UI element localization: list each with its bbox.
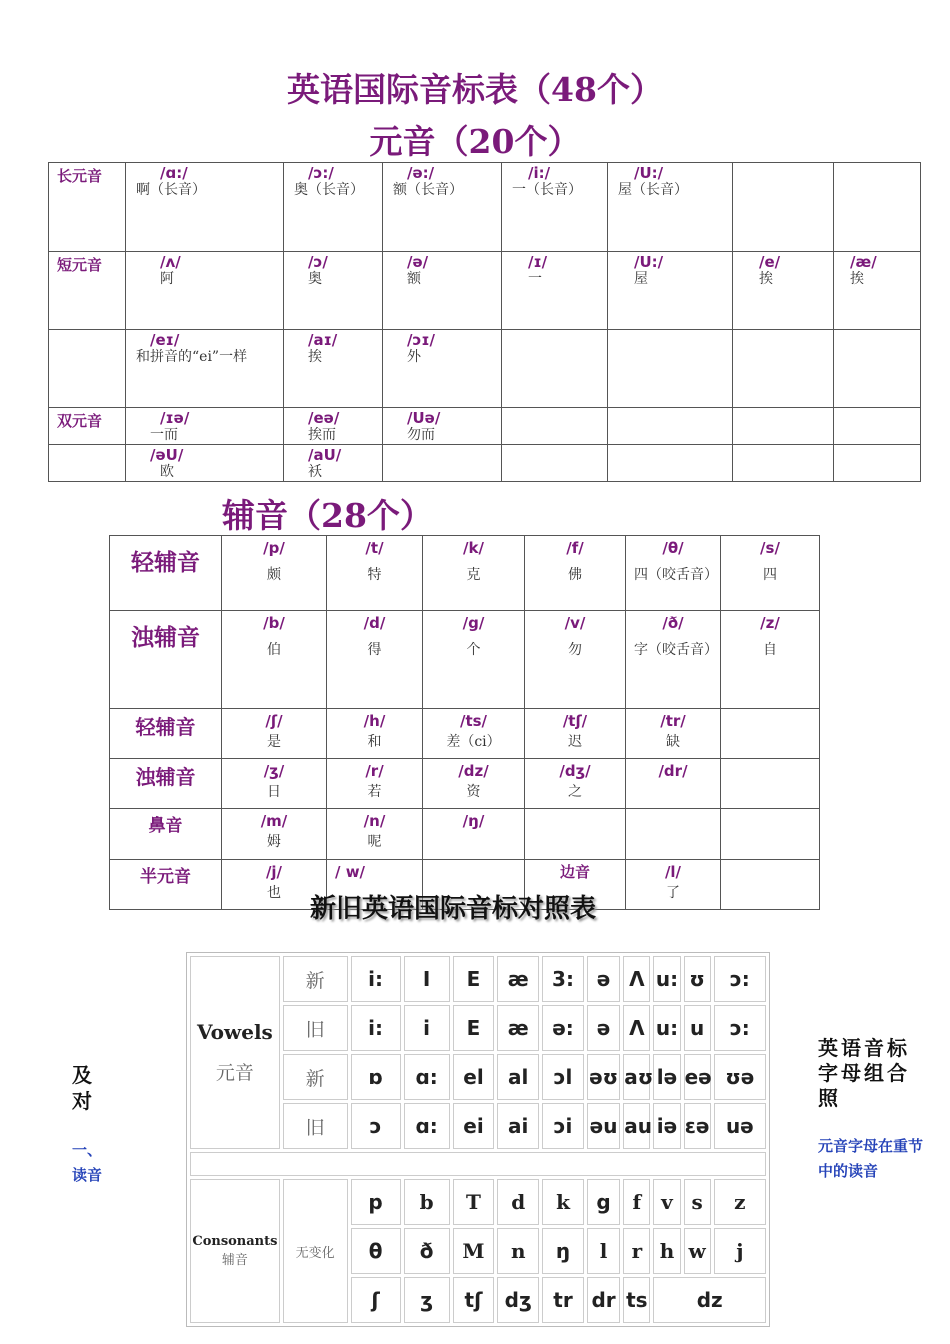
vowel-cell: /aɪ/ 挨 <box>284 330 383 408</box>
vowel-cell: /ɪə/ 一而 <box>126 408 284 445</box>
symbol-cell: ʒ <box>404 1277 450 1323</box>
vowel-cell: /ɑ:/ 啊（长音） <box>126 163 284 252</box>
consonant-cell: /l/ 了 <box>626 860 721 910</box>
long-vowel-label: 长元音 <box>49 163 126 252</box>
symbol-cell: u <box>684 1005 711 1051</box>
symbol-cell: au <box>623 1103 650 1149</box>
consonant-cell: /dʒ/ 之 <box>525 759 626 809</box>
symbol-cell: s <box>684 1179 711 1225</box>
consonant-cell: /tʃ/ 迟 <box>525 709 626 759</box>
symbol-cell: d <box>497 1179 539 1225</box>
symbol-cell: ʃ <box>351 1277 401 1323</box>
symbol-cell: eə <box>684 1054 711 1100</box>
voiced-label: 浊辅音 <box>110 611 222 709</box>
vowel-cell: /ɔ:/ 奥（长音） <box>284 163 383 252</box>
symbol-cell: əʊ <box>587 1054 620 1100</box>
symbol-cell: ɒ <box>351 1054 401 1100</box>
spacer-row <box>190 1152 766 1176</box>
symbol-cell: ŋ <box>542 1228 584 1274</box>
vowel-cell: /ʌ/ 阿 <box>126 252 284 330</box>
symbol-cell: Λ <box>623 1005 650 1051</box>
comparison-table <box>186 952 770 1327</box>
short-vowel-row <box>49 252 921 330</box>
vowels-header: Vowels 元音 <box>190 956 280 1149</box>
vowel-cell: /U:/ 屋（长音） <box>608 163 733 252</box>
symbol-cell: f <box>623 1179 650 1225</box>
new-label: 新 <box>283 956 348 1002</box>
side-text-right: 英语音标字母组合照 <box>818 1036 910 1110</box>
side-note-left: 一、 读音 <box>72 1141 103 1184</box>
vowel-cell: /ɔɪ/ 外 <box>383 330 502 408</box>
consonant-cell: /n/ 呢 <box>327 809 423 860</box>
symbol-cell: ɔl <box>542 1054 584 1100</box>
symbol-cell: v <box>653 1179 680 1225</box>
symbol-cell: u: <box>653 956 680 1002</box>
symbol-cell: b <box>404 1179 450 1225</box>
old-label: 旧 <box>283 1103 348 1149</box>
vowel-cell: /U:/ 屋 <box>608 252 733 330</box>
consonant-cell: /ʃ/ 是 <box>222 709 327 759</box>
symbol-cell: l <box>587 1228 620 1274</box>
symbol-cell: E <box>453 1005 495 1051</box>
comparison-title: 新旧英语国际音标对照表 <box>310 894 597 924</box>
consonant-cell: /h/ 和 <box>327 709 423 759</box>
symbol-cell: ə <box>587 956 620 1002</box>
symbol-cell: al <box>497 1054 539 1100</box>
consonant-cell: /d/ 得 <box>327 611 423 709</box>
symbol-cell: θ <box>351 1228 401 1274</box>
symbol-cell: dr <box>587 1277 620 1323</box>
symbol-cell: aʊ <box>623 1054 650 1100</box>
symbol-cell: g <box>587 1179 620 1225</box>
consonant-row <box>110 536 820 611</box>
symbol-cell: dz <box>653 1277 766 1323</box>
vowel-cell: /ə:/ 额（长音） <box>383 163 502 252</box>
vowel-table <box>48 162 921 482</box>
vowel-cell: /aU/ 袄 <box>284 445 383 482</box>
symbol-cell: ei <box>453 1103 495 1149</box>
consonant-row <box>110 611 820 709</box>
symbol-cell: ɔi <box>542 1103 584 1149</box>
consonant-cell: /z/ 自 <box>721 611 820 709</box>
lateral-label-cell: 边音 <box>525 860 626 910</box>
voiceless-label: 轻辅音 <box>110 709 222 759</box>
consonant-cell: /t/ 特 <box>327 536 423 611</box>
vowel-cell: /i:/ 一（长音） <box>502 163 608 252</box>
symbol-cell: i: <box>351 1005 401 1051</box>
consonants-title: 辅音（28个） <box>222 496 433 535</box>
vowel-cell: /ə/ 额 <box>383 252 502 330</box>
symbol-cell: M <box>453 1228 495 1274</box>
symbol-cell: ə: <box>542 1005 584 1051</box>
vowel-cell: /ɔ/ 奥 <box>284 252 383 330</box>
symbol-cell: tʃ <box>453 1277 495 1323</box>
main-title: 英语国际音标表（48个） <box>287 70 663 109</box>
symbol-cell: 3: <box>542 956 584 1002</box>
symbol-cell: æ <box>497 956 539 1002</box>
symbol-cell: ɔ: <box>714 1005 766 1051</box>
short-vowel-label: 短元音 <box>49 252 126 330</box>
consonant-cell: /θ/ 四（咬舌音） <box>626 536 721 611</box>
old-label: 旧 <box>283 1005 348 1051</box>
symbol-cell: u: <box>653 1005 680 1051</box>
consonant-cell: /p/ 颇 <box>222 536 327 611</box>
long-vowel-row <box>49 163 921 252</box>
symbol-cell: n <box>497 1228 539 1274</box>
consonant-row <box>110 809 820 860</box>
consonant-cell: /ŋ/ <box>423 809 525 860</box>
consonants-header: Consonants 辅音 <box>190 1179 280 1323</box>
symbol-cell: ɑ: <box>404 1103 450 1149</box>
consonant-cell: /f/ 佛 <box>525 536 626 611</box>
symbol-cell: j <box>714 1228 766 1274</box>
consonant-cell: /dz/ 资 <box>423 759 525 809</box>
symbol-cell: iə <box>653 1103 680 1149</box>
symbol-cell: ʊ <box>684 956 711 1002</box>
consonant-cell: /s/ 四 <box>721 536 820 611</box>
symbol-cell: r <box>623 1228 650 1274</box>
new-label: 新 <box>283 1054 348 1100</box>
symbol-cell: tr <box>542 1277 584 1323</box>
symbol-cell: ts <box>623 1277 650 1323</box>
symbol-cell: ɛə <box>684 1103 711 1149</box>
nasal-label: 鼻音 <box>110 809 222 860</box>
symbol-cell: i <box>404 1005 450 1051</box>
consonant-cell: /k/ 克 <box>423 536 525 611</box>
consonant-cell: /m/ 姆 <box>222 809 327 860</box>
consonant-cell: /ð/ 字（咬舌音） <box>626 611 721 709</box>
symbol-cell: ɑ: <box>404 1054 450 1100</box>
consonant-cell: / w/ <box>327 860 423 910</box>
symbol-cell: ai <box>497 1103 539 1149</box>
symbol-cell: dʒ <box>497 1277 539 1323</box>
side-text-left: 及对 <box>72 1063 92 1113</box>
voiceless-label: 轻辅音 <box>110 536 222 611</box>
consonant-cell: /ts/ 差（ci） <box>423 709 525 759</box>
symbol-cell: uə <box>714 1103 766 1149</box>
consonant-row <box>110 759 820 809</box>
symbol-cell: ʊə <box>714 1054 766 1100</box>
side-note-right: 元音字母在重节中的读音 <box>818 1137 924 1180</box>
consonant-cell: /dr/ <box>626 759 721 809</box>
consonant-table <box>109 535 820 910</box>
symbol-cell: w <box>684 1228 711 1274</box>
symbol-cell: I <box>404 956 450 1002</box>
symbol-cell: T <box>453 1179 495 1225</box>
consonant-cell: /b/ 伯 <box>222 611 327 709</box>
symbol-cell: ɔ <box>351 1103 401 1149</box>
vowels-title: 元音（20个） <box>369 122 581 161</box>
vowel-cell: /ɪ/ 一 <box>502 252 608 330</box>
diphthong-row-2 <box>49 408 921 445</box>
symbol-cell: ð <box>404 1228 450 1274</box>
consonant-cell: /tr/ 缺 <box>626 709 721 759</box>
vowel-cell: /eɪ/ 和拼音的“ei”一样 <box>126 330 284 408</box>
diphthong-label: 双元音 <box>49 408 126 445</box>
vowel-cell: /Uə/ 勿而 <box>383 408 502 445</box>
symbol-cell: ə <box>587 1005 620 1051</box>
diphthong-row-1 <box>49 330 921 408</box>
symbol-cell: Λ <box>623 956 650 1002</box>
consonant-cell: /j/ 也 <box>222 860 327 910</box>
diphthong-row-3 <box>49 445 921 482</box>
no-change-label: 无变化 <box>283 1179 348 1323</box>
symbol-cell: k <box>542 1179 584 1225</box>
symbol-cell: E <box>453 956 495 1002</box>
consonant-cell: /g/ 个 <box>423 611 525 709</box>
symbol-cell: lə <box>653 1054 680 1100</box>
symbol-cell: el <box>453 1054 495 1100</box>
symbol-cell: p <box>351 1179 401 1225</box>
symbol-cell: æ <box>497 1005 539 1051</box>
consonant-cell: /ʒ/ 日 <box>222 759 327 809</box>
symbol-cell: z <box>714 1179 766 1225</box>
symbol-cell: h <box>653 1228 680 1274</box>
voiced-label: 浊辅音 <box>110 759 222 809</box>
vowel-cell: /əU/ 欧 <box>126 445 284 482</box>
vowel-cell: /æ/ 挨 <box>834 252 921 330</box>
consonant-cell: /v/ 勿 <box>525 611 626 709</box>
symbol-cell: əu <box>587 1103 620 1149</box>
symbol-cell: ɔ: <box>714 956 766 1002</box>
consonant-cell: /r/ 若 <box>327 759 423 809</box>
vowel-cell: /e/ 挨 <box>733 252 834 330</box>
vowel-cell: /eə/ 挨而 <box>284 408 383 445</box>
semivowel-label: 半元音 <box>110 860 222 910</box>
symbol-cell: i: <box>351 956 401 1002</box>
consonant-row <box>110 709 820 759</box>
